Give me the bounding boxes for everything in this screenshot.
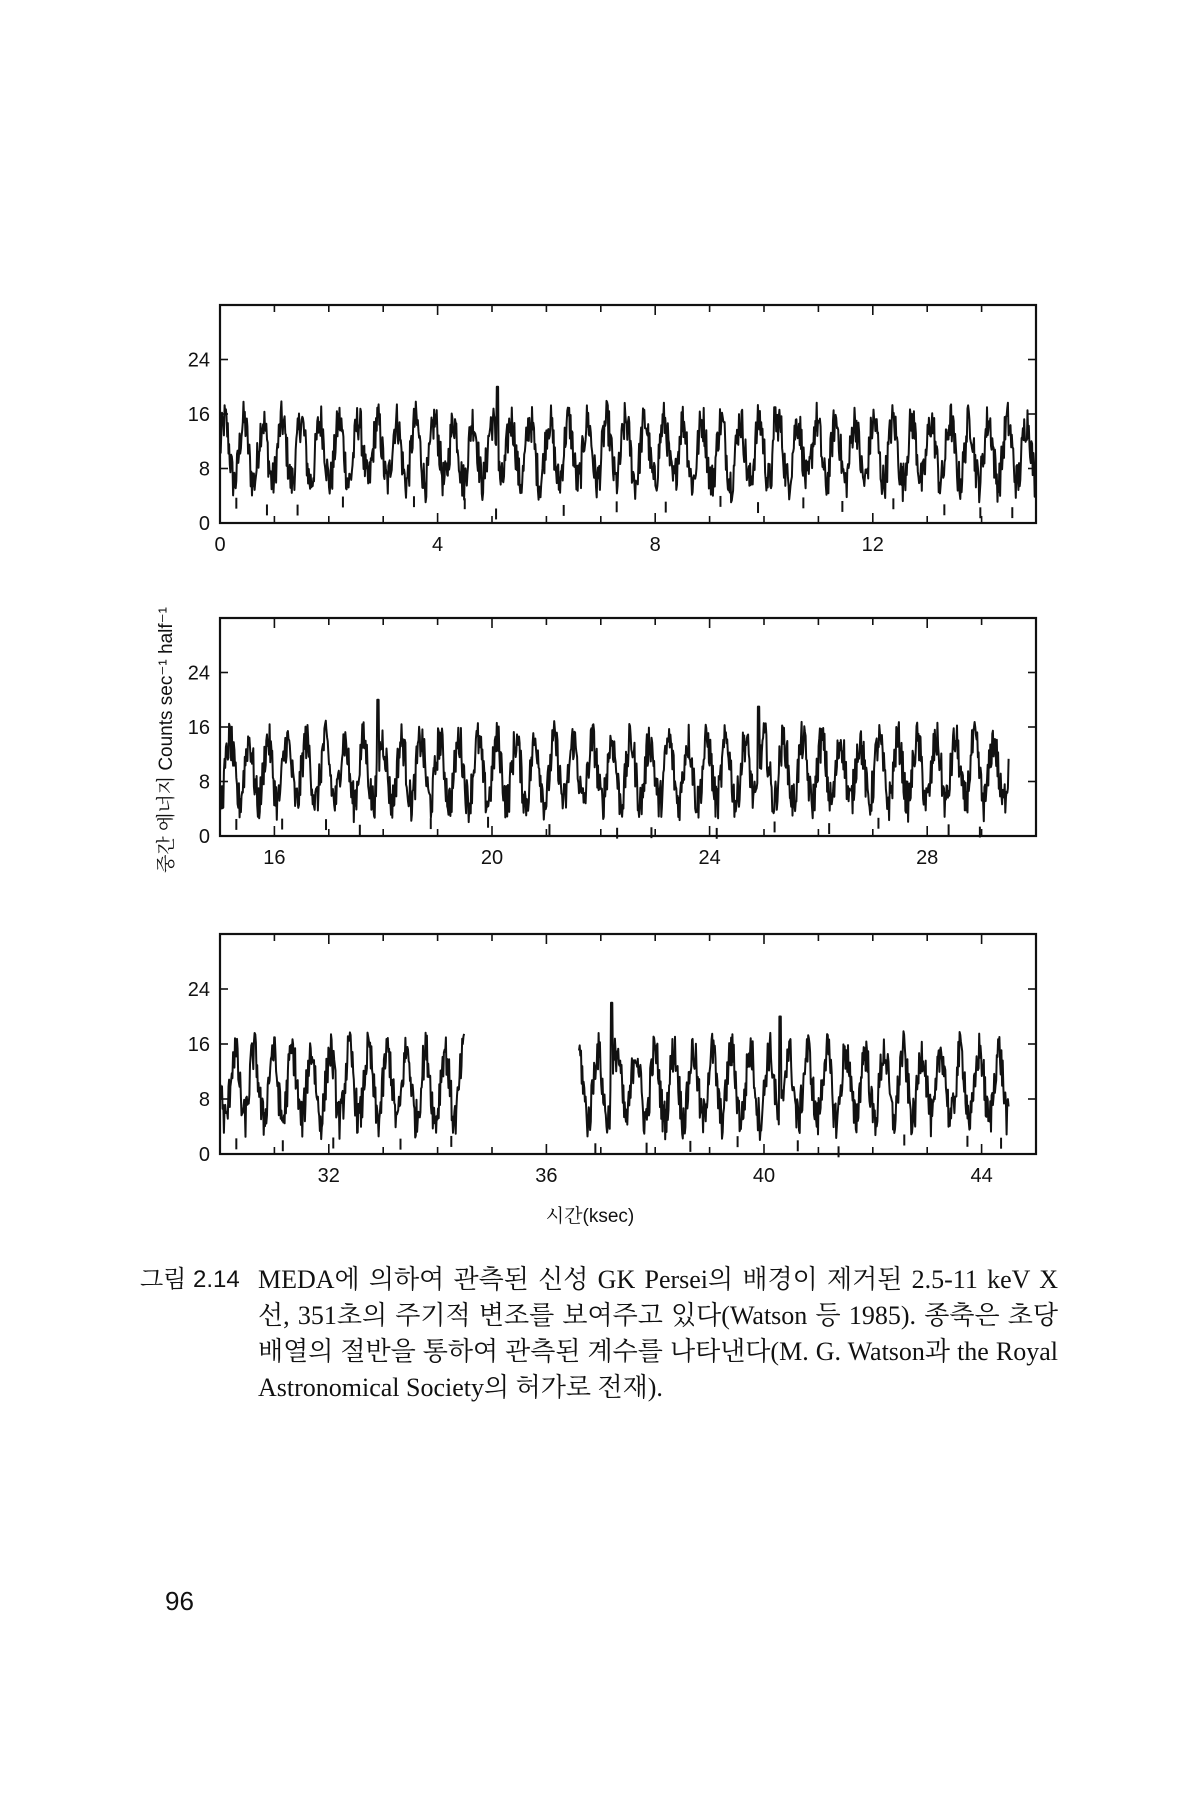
y-tick-label: 8 bbox=[198, 458, 210, 481]
y-tick-label: 16 bbox=[187, 1034, 210, 1056]
x-tick-label: 4 bbox=[432, 534, 444, 556]
y-axis-label: 중간 에너지 Counts sec⁻¹ half⁻¹ bbox=[156, 607, 177, 873]
y-tick-label: 24 bbox=[187, 979, 210, 1001]
x-tick-label: 40 bbox=[752, 1165, 776, 1187]
light-curve-series bbox=[220, 1032, 464, 1139]
x-axis-label: 시간(ksec) bbox=[545, 1206, 635, 1227]
chart-panel-3 bbox=[188, 934, 1036, 1187]
x-tick-label: 0 bbox=[214, 534, 226, 556]
light-curve-series bbox=[220, 387, 1035, 503]
y-tick-label: 24 bbox=[187, 662, 210, 685]
chart-panels bbox=[188, 305, 1036, 1187]
chart-panel-2 bbox=[188, 618, 1036, 869]
x-tick-label: 24 bbox=[698, 847, 721, 869]
y-tick-label: 16 bbox=[187, 717, 210, 739]
x-tick-label: 44 bbox=[970, 1165, 993, 1187]
chart-panel-1 bbox=[188, 305, 1036, 556]
light-curve-series bbox=[579, 1003, 1009, 1140]
figure-caption-text: MEDA에 의하여 관측된 신성 GK Persei의 배경이 제거된 2.5-11 keV X선, 351초의 주기적 변조를 보여주고 있다(Watson 등 1985). 종축은 초당 배열의 절반을 통하여 관측된 계수를 나타낸다(M. G. Watson과 the Royal Astronomical Society의 허가로 전재). bbox=[258, 1265, 1058, 1402]
page-number: 96 bbox=[165, 1586, 194, 1616]
y-tick-label: 0 bbox=[198, 826, 210, 848]
x-tick-label: 28 bbox=[916, 847, 939, 869]
x-tick-label: 16 bbox=[263, 847, 286, 869]
y-tick-label: 0 bbox=[198, 513, 210, 535]
panel-frame bbox=[220, 618, 1036, 836]
x-tick-label: 36 bbox=[535, 1165, 558, 1187]
light-curve-series bbox=[220, 700, 1009, 822]
y-tick-label: 8 bbox=[198, 771, 210, 794]
y-tick-label: 16 bbox=[187, 404, 210, 426]
figure-number: 그림 2.14 bbox=[140, 1266, 240, 1293]
y-tick-label: 8 bbox=[198, 1089, 210, 1111]
x-tick-label: 12 bbox=[861, 534, 884, 556]
y-tick-label: 24 bbox=[187, 349, 210, 372]
x-tick-label: 32 bbox=[317, 1165, 340, 1187]
x-tick-label: 8 bbox=[649, 534, 661, 556]
x-tick-label: 20 bbox=[480, 847, 504, 869]
y-tick-label: 0 bbox=[198, 1144, 210, 1166]
